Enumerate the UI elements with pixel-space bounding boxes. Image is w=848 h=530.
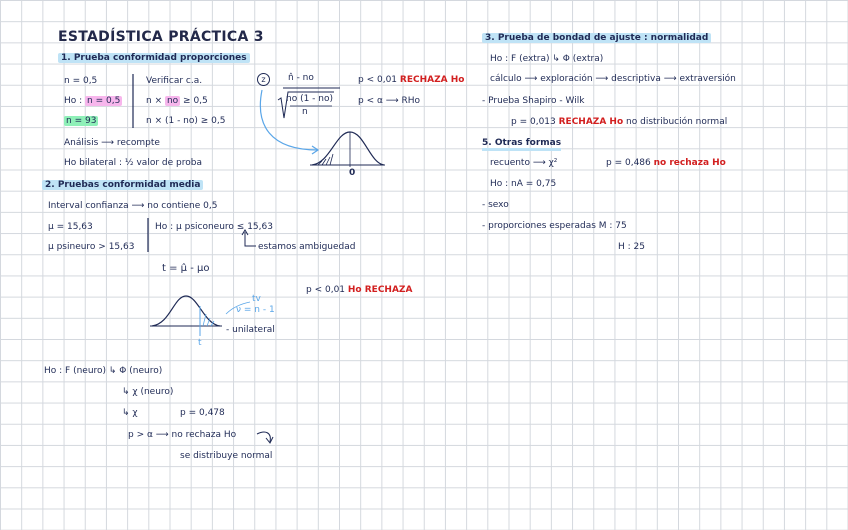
s1-cond2: n × (1 - no) ≥ 0,5 [146,116,226,126]
s2-unilateral: - unilateral [226,325,275,335]
s1-p1-text: p < 0,01 [358,75,398,85]
s4-l4: p > α ⟶ no rechaza Ho [128,430,237,440]
s1-formula-num: n̂ - no [288,73,314,83]
s1-rechaza: RECHAZA Ho [399,75,465,85]
s1-analisis: Análisis ⟶ recompte [64,138,160,148]
s1-cond1-post: ≥ 0,5 [180,96,208,106]
s2-mu: μ = 15,63 [48,222,93,232]
circle-label: z [257,73,270,86]
s2-tv: tv [252,294,261,304]
s5-h0: Ho : nA = 0,75 [490,179,557,189]
s2-tformula: t = μ̂ - μo [162,263,210,274]
s1-shade-line-2 [326,157,330,165]
s4-l2: ↳ χ (neuro) [122,387,174,397]
s1-shade-line-3 [330,154,333,165]
s2-mupsi: μ psineuro > 15,63 [48,242,135,252]
s5-p-text: p = 0,486 [606,158,651,168]
ambiguity-arrow [245,232,256,246]
s1-zero: 0 [349,168,356,178]
s2-normal-curve [152,296,220,326]
section-2-heading-text: 2. Pruebas conformidad media [42,180,203,190]
s3-nodist: no distribución normal [626,117,728,127]
s3-rechaza: RECHAZA Ho [558,117,624,127]
blue-arrow [260,90,318,150]
s3-p-text: p = 0,013 [511,117,556,127]
section-1-heading-text: 1. Prueba conformidad proporciones [58,53,250,63]
s2-rechaza: Ho RECHAZA [347,285,413,295]
s4-arrow-head [266,437,273,443]
s1-n93-text: n = 93 [66,116,97,126]
s2-shade-line-1 [203,314,206,326]
s2-tv-arrow [226,302,250,314]
page-title: ESTADÍSTICA PRÁCTICA 3 [58,29,264,45]
s3-calculo: cálculo ⟶ exploración ⟶ descriptiva ⟶ extraversión [490,74,736,84]
s1-formula-den-bot: n [302,107,308,117]
s5-h: H : 25 [618,242,645,252]
s2-h0: Ho : μ psiconeuro ≤ 15,63 [155,222,273,232]
s1-bilateral: Ho bilateral : ½ valor de proba [64,158,202,168]
s2-t-label: t [198,338,202,348]
sqrt-sign [278,92,334,118]
s5-proporciones: - proporciones esperadas M : 75 [482,221,627,231]
s1-verificar: Verificar c.a. [146,76,203,86]
s2-ambig: estamos ambiguedad [258,242,356,252]
s3-h0: Ho : F (extra) ↳ Φ (extra) [490,54,604,64]
s1-h0-prefix: Ho : [64,96,83,106]
s1-h0-value: n = 0,5 [87,96,121,106]
s2-p-text: p < 0,01 [306,285,346,295]
s2-intervalo: Interval confianza ⟶ no contiene 0,5 [48,201,218,211]
s5-norechaza: no rechaza Ho [653,158,726,168]
s1-normal-curve [312,132,384,165]
s3-shapiro: - Prueba Shapiro - Wilk [482,96,585,106]
s1-n: n = 0,5 [64,76,98,86]
s5-recuento: recuento ⟶ χ² [490,158,558,168]
s2-nu: ν = n - 1 [236,305,275,315]
s1-p2: p < α ⟶ RHo [358,96,421,106]
s1-formula-den-top: no (1 - no) [286,94,333,104]
s4-h0: Ho : F (neuro) ↳ Φ (neuro) [44,366,163,376]
s5-sexo: - sexo [482,200,509,210]
s4-l3a: ↳ χ [122,408,138,418]
s1-cond1-hl: no [166,96,179,106]
section-3-heading-text: 3. Prueba de bondad de ajuste : normalidad [482,33,711,43]
section-5-heading-text: 5. Otras formas [482,138,561,151]
s4-l5: se distribuye normal [180,451,273,461]
s4-l3b: p = 0,478 [180,408,225,418]
s1-cond1-pre: n × [146,96,165,106]
